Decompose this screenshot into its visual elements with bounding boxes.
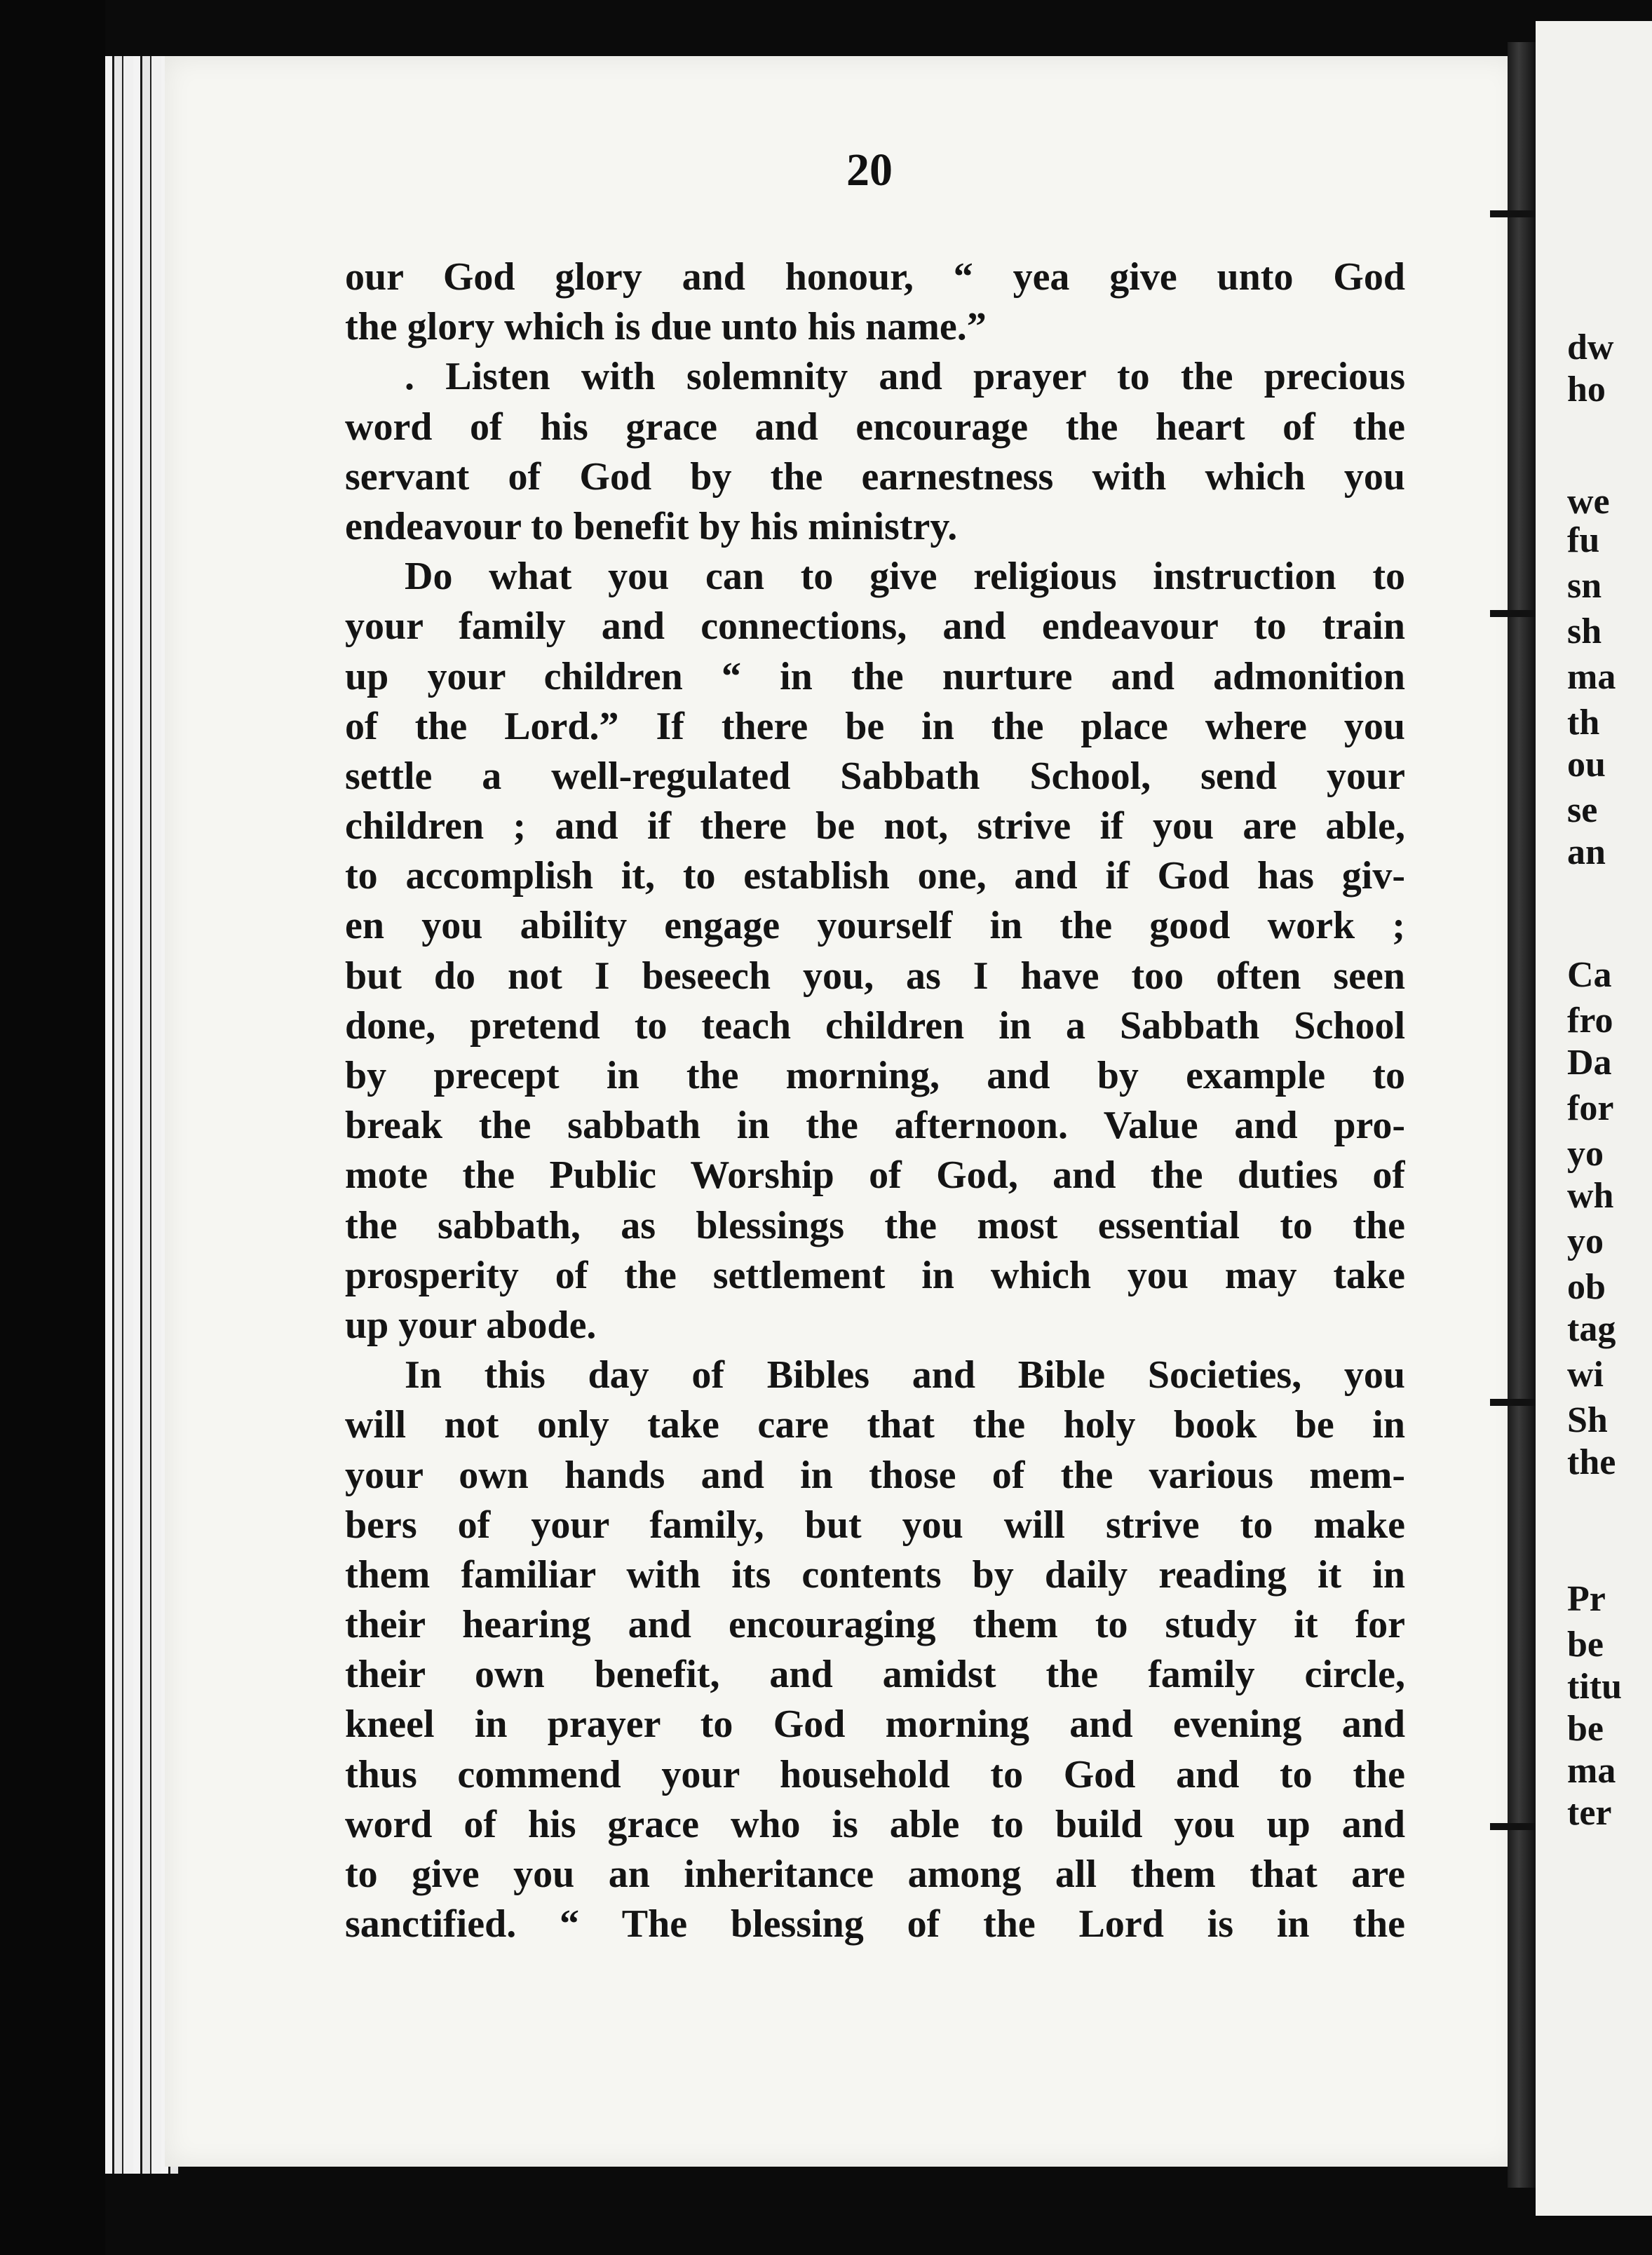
text-line: mote the Public Worship of God, and the duties of (345, 1153, 1405, 1198)
facing-page-fragment: Ca (1567, 955, 1612, 995)
facing-page-fragment: yo (1567, 1134, 1604, 1174)
facing-page-fragment: wh (1567, 1176, 1614, 1216)
scan-background-left (0, 0, 105, 2255)
text-line: break the sabbath in the afternoon. Value and pro- (345, 1104, 1405, 1148)
facing-page-fragment: dw (1567, 327, 1614, 367)
text-line: thus commend your household to God and to the (345, 1752, 1405, 1796)
text-line: the glory which is due unto his name.” (345, 305, 987, 349)
facing-page-text (1567, 0, 1652, 2255)
facing-page-fragment: ou (1567, 745, 1606, 785)
facing-page-fragment: the (1567, 1442, 1616, 1482)
text-line: bers of your family, but you will strive to make (345, 1503, 1405, 1547)
facing-page-fragment: ma (1567, 1751, 1616, 1791)
text-line: of the Lord.” If there be in the place where you (345, 704, 1405, 748)
facing-page-fragment: ob (1567, 1267, 1606, 1307)
text-line: the sabbath, as blessings the most essential to the (345, 1203, 1405, 1247)
facing-page-fragment: Pr (1567, 1579, 1606, 1619)
text-line: our God glory and honour, “ yea give unto God (345, 255, 1405, 299)
text-line: to accomplish it, to establish one, and if God has giv- (345, 854, 1405, 898)
text-line: done, pretend to teach children in a Sabbath School (345, 1003, 1405, 1048)
text-line: endeavour to benefit by his ministry. (345, 504, 958, 548)
text-line: to give you an inheritance among all them that are (345, 1853, 1405, 1896)
text-line: word of his grace and encourage the heart of the (345, 405, 1405, 449)
text-line: sanctified. “ The blessing of the Lord is in the (345, 1902, 1405, 1946)
facing-page-fragment: sh (1567, 611, 1602, 651)
page-number: 20 (846, 144, 893, 196)
text-line: servant of God by the earnestness with which you (345, 454, 1405, 499)
text-line: word of his grace who is able to build you up and (345, 1802, 1405, 1846)
facing-page-fragment: be (1567, 1625, 1604, 1665)
text-line: your family and connections, and endeavour to train (345, 604, 1405, 649)
text-line: up your abode. (345, 1303, 597, 1347)
facing-page-fragment: ma (1567, 657, 1616, 697)
facing-page-fragment: we (1567, 482, 1610, 522)
text-line: their hearing and encouraging them to study it for (345, 1603, 1405, 1647)
text-line: your own hands and in those of the various mem- (345, 1453, 1405, 1497)
text-line: them familiar with its contents by daily reading it in (345, 1552, 1405, 1597)
facing-page-fragment: yo (1567, 1221, 1604, 1261)
facing-page-fragment: fro (1567, 1001, 1613, 1041)
text-line: their own benefit, and amidst the family circle, (345, 1653, 1405, 1697)
text-line: In this day of Bibles and Bible Societies, you (405, 1353, 1405, 1397)
facing-page-fragment: titu (1567, 1667, 1622, 1707)
text-line: will not only take care that the holy book be in (345, 1403, 1405, 1447)
facing-page-fragment: an (1567, 832, 1606, 872)
facing-page-fragment: for (1567, 1088, 1614, 1128)
text-line: en you ability engage yourself in the good work ; (345, 904, 1405, 948)
text-line: . Listen with solemnity and prayer to the precious (405, 355, 1405, 399)
page-gutter (1508, 42, 1536, 2188)
text-line: by precept in the morning, and by example to (345, 1054, 1405, 1097)
facing-page-fragment: fu (1567, 520, 1600, 560)
text-line: up your children “ in the nurture and admonition (345, 654, 1405, 698)
facing-page-fragment: tag (1567, 1309, 1616, 1349)
text-line: settle a well-regulated Sabbath School, send your (345, 754, 1405, 798)
facing-page-fragment: Sh (1567, 1400, 1608, 1440)
text-line: Do what you can to give religious instruction to (405, 555, 1405, 599)
facing-page-fragment: be (1567, 1709, 1604, 1749)
facing-page-fragment: ter (1567, 1793, 1612, 1833)
facing-page-fragment: se (1567, 790, 1598, 830)
page-body-text (345, 252, 1405, 1949)
facing-page-fragment: wi (1567, 1355, 1604, 1395)
facing-page-fragment: th (1567, 703, 1600, 743)
text-line: kneel in prayer to God morning and evening and (345, 1702, 1405, 1747)
text-line: children ; and if there be not, strive if you are able, (345, 804, 1405, 848)
text-line: prosperity of the settlement in which you may take (345, 1253, 1405, 1297)
facing-page-fragment: Da (1567, 1043, 1612, 1083)
text-line: but do not I beseech you, as I have too often seen (345, 954, 1405, 998)
facing-page-fragment: sn (1567, 566, 1602, 606)
facing-page-fragment: ho (1567, 370, 1606, 409)
